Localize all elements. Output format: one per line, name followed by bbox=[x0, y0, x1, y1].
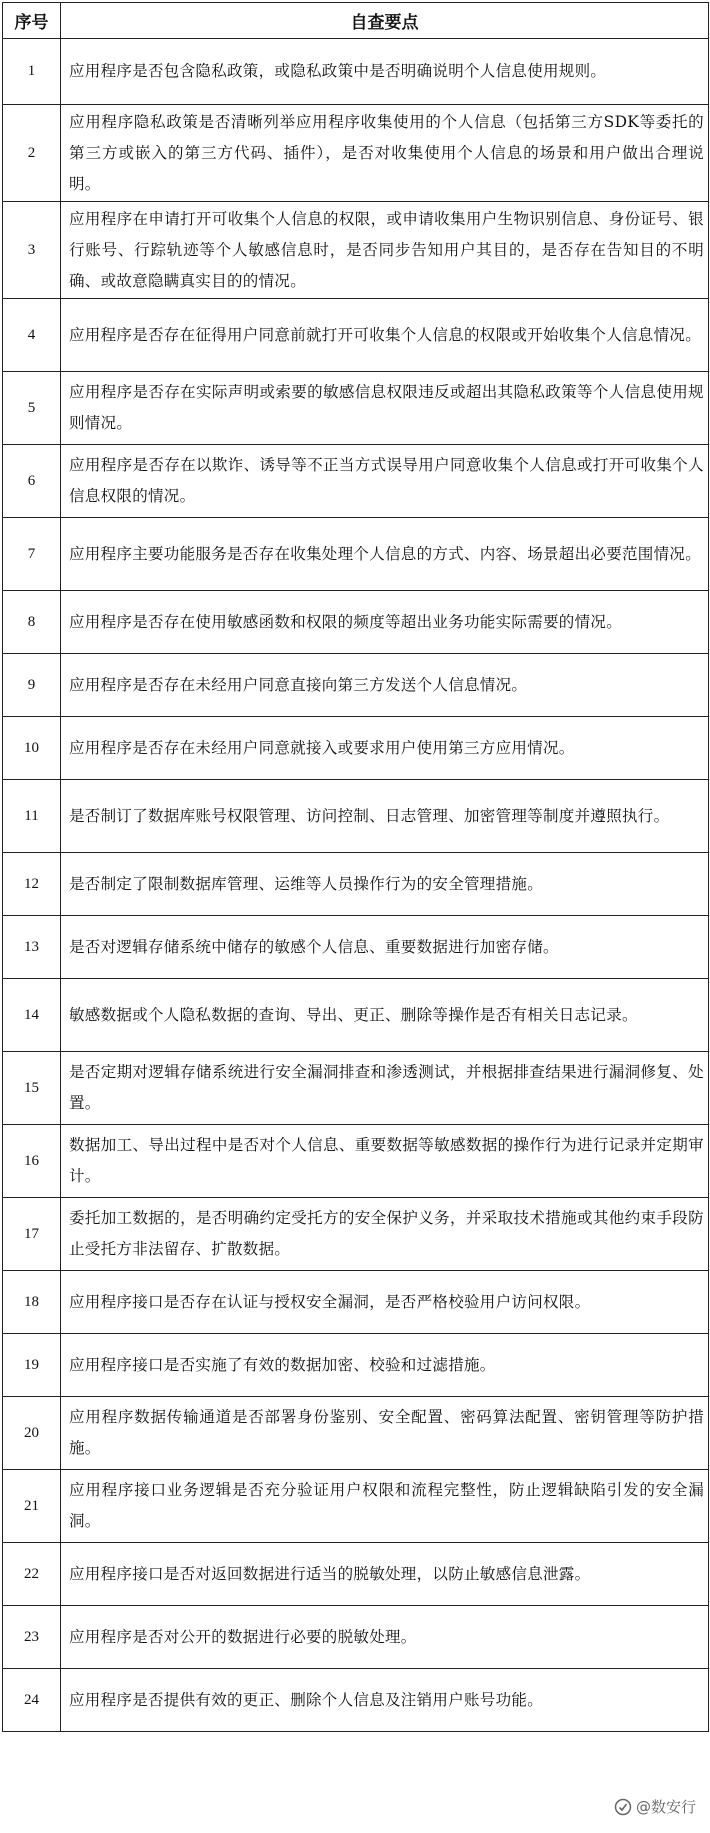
row-text: 应用程序接口是否对返回数据进行适当的脱敏处理，以防止敏感信息泄露。 bbox=[61, 1543, 709, 1606]
row-num: 18 bbox=[3, 1271, 61, 1334]
table-row bbox=[3, 1271, 709, 1334]
row-text: 敏感数据或个人隐私数据的查询、导出、更正、删除等操作是否有相关日志记录。 bbox=[61, 979, 709, 1052]
row-text: 应用程序接口业务逻辑是否充分验证用户权限和流程完整性，防止逻辑缺陷引发的安全漏洞。 bbox=[61, 1470, 709, 1543]
table-row bbox=[3, 1543, 709, 1606]
header-item: 自查要点 bbox=[61, 3, 709, 39]
self-check-table bbox=[2, 2, 709, 1732]
brand-logo-icon bbox=[614, 1798, 632, 1816]
row-num: 15 bbox=[3, 1052, 61, 1125]
table-row bbox=[3, 916, 709, 979]
table-row bbox=[3, 717, 709, 780]
table-row bbox=[3, 1334, 709, 1397]
row-num: 6 bbox=[3, 445, 61, 518]
row-num: 20 bbox=[3, 1397, 61, 1470]
table-row bbox=[3, 1669, 709, 1732]
row-num: 19 bbox=[3, 1334, 61, 1397]
row-num: 14 bbox=[3, 979, 61, 1052]
row-text: 应用程序接口是否实施了有效的数据加密、校验和过滤措施。 bbox=[61, 1334, 709, 1397]
table-header-row bbox=[3, 3, 709, 39]
row-num: 17 bbox=[3, 1198, 61, 1271]
row-num: 7 bbox=[3, 518, 61, 591]
row-text: 应用程序是否存在以欺诈、诱导等不正当方式误导用户同意收集个人信息或打开可收集个人信息权限的情况。 bbox=[61, 445, 709, 518]
table-row bbox=[3, 853, 709, 916]
row-num: 4 bbox=[3, 299, 61, 372]
row-num: 21 bbox=[3, 1470, 61, 1543]
row-text: 应用程序是否存在未经用户同意就接入或要求用户使用第三方应用情况。 bbox=[61, 717, 709, 780]
row-text: 委托加工数据的，是否明确约定受托方的安全保护义务，并采取技术措施或其他约束手段防止受托方非法留存、扩散数据。 bbox=[61, 1198, 709, 1271]
watermark bbox=[610, 1794, 700, 1819]
row-num: 3 bbox=[3, 202, 61, 299]
row-num: 8 bbox=[3, 591, 61, 654]
row-text: 是否制订了数据库账号权限管理、访问控制、日志管理、加密管理等制度并遵照执行。 bbox=[61, 780, 709, 853]
header-num: 序号 bbox=[3, 3, 61, 39]
row-num: 13 bbox=[3, 916, 61, 979]
table-row bbox=[3, 39, 709, 105]
row-text: 应用程序是否存在实际声明或索要的敏感信息权限违反或超出其隐私政策等个人信息使用规则情况。 bbox=[61, 372, 709, 445]
row-text: 应用程序在申请打开可收集个人信息的权限，或申请收集用户生物识别信息、身份证号、银行账号、行踪轨迹等个人敏感信息时，是否同步告知用户其目的，是否存在告知目的不明确、或故意隐瞒真实目的的情况。 bbox=[61, 202, 709, 299]
table-row bbox=[3, 1606, 709, 1669]
row-num: 24 bbox=[3, 1669, 61, 1732]
table-row bbox=[3, 1125, 709, 1198]
watermark-text: @数安行 bbox=[635, 1798, 696, 1816]
row-text: 是否定期对逻辑存储系统进行安全漏洞排查和渗透测试，并根据排查结果进行漏洞修复、处置。 bbox=[61, 1052, 709, 1125]
row-text: 应用程序主要功能服务是否存在收集处理个人信息的方式、内容、场景超出必要范围情况。 bbox=[61, 518, 709, 591]
table-row bbox=[3, 372, 709, 445]
row-num: 11 bbox=[3, 780, 61, 853]
table-row bbox=[3, 1470, 709, 1543]
row-num: 5 bbox=[3, 372, 61, 445]
table-row bbox=[3, 105, 709, 202]
table-row bbox=[3, 591, 709, 654]
row-text: 应用程序是否存在征得用户同意前就打开可收集个人信息的权限或开始收集个人信息情况。 bbox=[61, 299, 709, 372]
table-row bbox=[3, 979, 709, 1052]
table-row bbox=[3, 202, 709, 299]
row-num: 16 bbox=[3, 1125, 61, 1198]
row-text: 应用程序接口是否存在认证与授权安全漏洞，是否严格校验用户访问权限。 bbox=[61, 1271, 709, 1334]
table-row bbox=[3, 518, 709, 591]
row-text: 应用程序是否包含隐私政策，或隐私政策中是否明确说明个人信息使用规则。 bbox=[61, 39, 709, 105]
row-text: 应用程序数据传输通道是否部署身份鉴别、安全配置、密码算法配置、密钥管理等防护措施。 bbox=[61, 1397, 709, 1470]
row-text: 是否对逻辑存储系统中储存的敏感个人信息、重要数据进行加密存储。 bbox=[61, 916, 709, 979]
table-row bbox=[3, 1198, 709, 1271]
table-row bbox=[3, 654, 709, 717]
row-text: 应用程序是否对公开的数据进行必要的脱敏处理。 bbox=[61, 1606, 709, 1669]
table-row bbox=[3, 780, 709, 853]
row-text: 数据加工、导出过程中是否对个人信息、重要数据等敏感数据的操作行为进行记录并定期审计。 bbox=[61, 1125, 709, 1198]
row-num: 23 bbox=[3, 1606, 61, 1669]
table-row bbox=[3, 445, 709, 518]
row-num: 1 bbox=[3, 39, 61, 105]
table-row bbox=[3, 299, 709, 372]
row-num: 12 bbox=[3, 853, 61, 916]
row-num: 9 bbox=[3, 654, 61, 717]
row-text: 应用程序是否提供有效的更正、删除个人信息及注销用户账号功能。 bbox=[61, 1669, 709, 1732]
row-text: 应用程序隐私政策是否清晰列举应用程序收集使用的个人信息（包括第三方SDK等委托的第三方或嵌入的第三方代码、插件），是否对收集使用个人信息的场景和用户做出合理说明。 bbox=[61, 105, 709, 202]
table-row bbox=[3, 1397, 709, 1470]
row-num: 2 bbox=[3, 105, 61, 202]
row-text: 是否制定了限制数据库管理、运维等人员操作行为的安全管理措施。 bbox=[61, 853, 709, 916]
row-num: 22 bbox=[3, 1543, 61, 1606]
row-text: 应用程序是否存在使用敏感函数和权限的频度等超出业务功能实际需要的情况。 bbox=[61, 591, 709, 654]
row-text: 应用程序是否存在未经用户同意直接向第三方发送个人信息情况。 bbox=[61, 654, 709, 717]
row-num: 10 bbox=[3, 717, 61, 780]
table-row bbox=[3, 1052, 709, 1125]
